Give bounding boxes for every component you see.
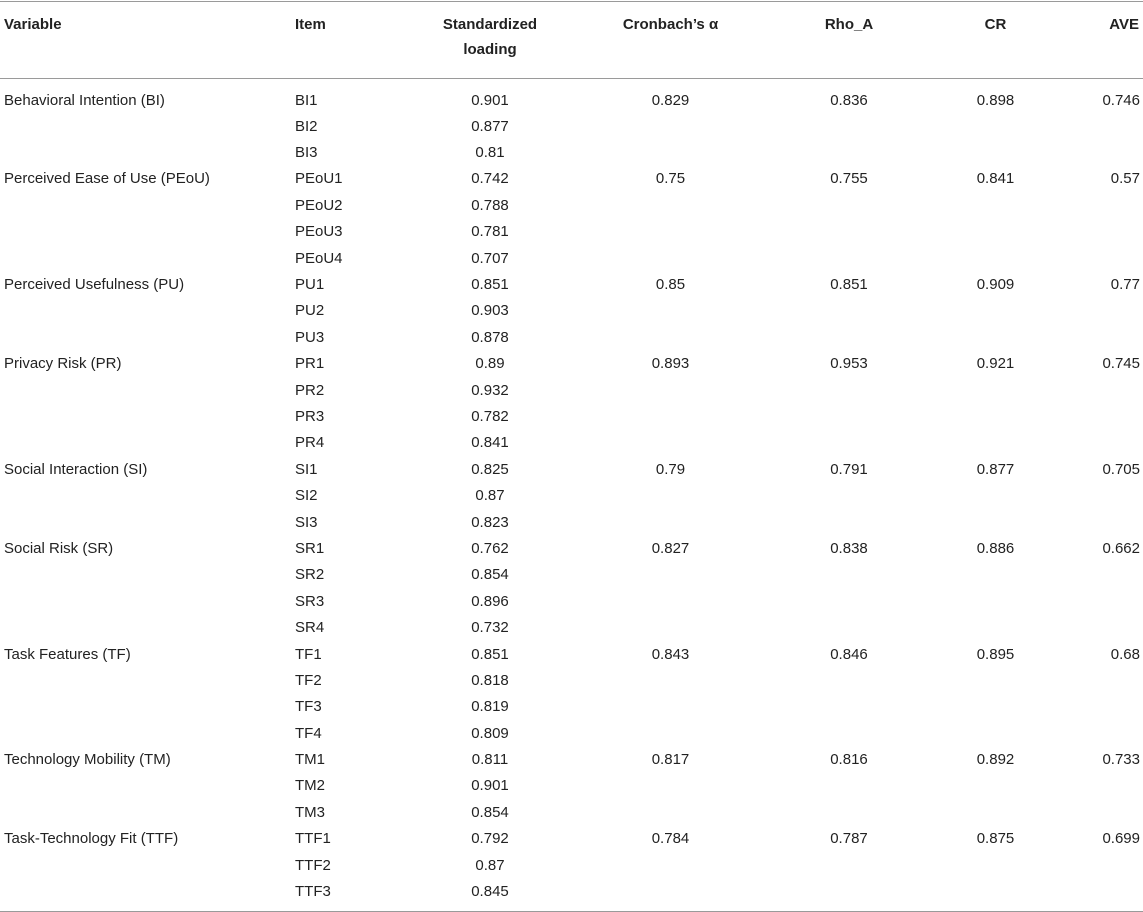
cell-loading: 0.878: [471, 328, 509, 346]
cell-rho-a: [762, 245, 936, 271]
cell-loading: 0.825: [471, 460, 509, 478]
table-row: [0, 403, 1143, 429]
cell-item: TM3: [295, 803, 325, 821]
table-row: [0, 852, 1143, 878]
header-row: [0, 2, 1143, 79]
table-row: [0, 799, 1143, 825]
cell-cr: 0.877: [976, 460, 1015, 478]
cell-rho-a: [762, 219, 936, 245]
cell-item: PU1: [295, 276, 325, 294]
cell-cronbach-alpha: [579, 799, 762, 825]
cell-cr: [936, 430, 1055, 456]
cell-cr: [936, 562, 1055, 588]
cell-cronbach-alpha: [579, 192, 762, 218]
cell-ave: 0.57: [1110, 170, 1140, 188]
cell-cr: [936, 667, 1055, 693]
table-row: [0, 826, 1143, 852]
cell-cr: [936, 694, 1055, 720]
cell-loading: 0.811: [471, 751, 509, 769]
cell-loading: 0.89: [475, 355, 505, 373]
cell-cr: [936, 377, 1055, 403]
cell-variable: [0, 852, 291, 878]
table-body: [0, 79, 1143, 912]
cell-cronbach-alpha: [579, 298, 762, 324]
cell-loading: 0.81: [475, 144, 505, 162]
cell-rho-a: [762, 562, 936, 588]
cell-item: PR4: [295, 434, 325, 452]
cell-variable: Technology Mobility (TM): [4, 751, 171, 769]
cell-variable: Social Risk (SR): [4, 539, 114, 557]
cell-cronbach-alpha: [579, 562, 762, 588]
cell-ave: [1055, 588, 1143, 614]
cell-ave: [1055, 377, 1143, 403]
cell-cr: [936, 113, 1055, 139]
table-row: [0, 878, 1143, 911]
cell-cronbach-alpha: 0.817: [651, 751, 690, 769]
cell-item: PEoU4: [295, 249, 343, 267]
cell-ave: [1055, 219, 1143, 245]
cell-loading: 0.851: [471, 645, 509, 663]
cell-loading: 0.762: [471, 539, 509, 557]
cell-variable: [0, 219, 291, 245]
cell-variable: [0, 588, 291, 614]
cell-rho-a: 0.791: [830, 460, 868, 478]
cell-item: SR2: [295, 566, 325, 584]
cell-item: PEoU3: [295, 223, 343, 241]
cell-loading: 0.781: [471, 223, 509, 241]
table-row: [0, 509, 1143, 535]
cell-loading: 0.823: [471, 513, 509, 531]
cell-ave: [1055, 720, 1143, 746]
cell-ave: [1055, 799, 1143, 825]
cell-loading: 0.782: [471, 407, 509, 425]
header-item: Item: [295, 16, 326, 33]
cell-item: SR3: [295, 592, 325, 610]
cell-variable: [0, 799, 291, 825]
header-cr: CR: [984, 16, 1007, 33]
cell-cr: 0.892: [976, 751, 1015, 769]
cell-ave: 0.699: [1102, 830, 1140, 848]
cell-loading: 0.788: [471, 196, 509, 214]
cell-item: SR1: [295, 539, 325, 557]
cell-cronbach-alpha: [579, 219, 762, 245]
cell-cronbach-alpha: [579, 878, 762, 911]
cell-ave: [1055, 667, 1143, 693]
cell-rho-a: [762, 192, 936, 218]
cell-item: SR4: [295, 619, 325, 637]
cell-cr: [936, 509, 1055, 535]
cell-loading: 0.896: [471, 592, 509, 610]
table-row: [0, 720, 1143, 746]
cell-loading: 0.877: [471, 117, 509, 135]
cell-cr: [936, 878, 1055, 911]
cell-loading: 0.732: [471, 619, 509, 637]
cell-loading: 0.901: [471, 91, 509, 109]
cell-variable: [0, 245, 291, 271]
table-row: [0, 271, 1143, 297]
cell-cronbach-alpha: [579, 139, 762, 165]
cell-item: PU3: [295, 328, 325, 346]
cell-cr: 0.886: [976, 539, 1015, 557]
table-row: [0, 694, 1143, 720]
cell-cronbach-alpha: [579, 667, 762, 693]
cell-variable: [0, 430, 291, 456]
cell-cr: 0.895: [976, 645, 1015, 663]
table-row: [0, 535, 1143, 561]
cell-cr: [936, 799, 1055, 825]
cell-rho-a: 0.846: [830, 645, 868, 663]
cell-cronbach-alpha: [579, 588, 762, 614]
cell-ave: [1055, 614, 1143, 640]
cell-cr: [936, 614, 1055, 640]
cell-ave: [1055, 562, 1143, 588]
cell-cronbach-alpha: [579, 430, 762, 456]
cell-item: TF4: [295, 724, 322, 742]
cell-loading: 0.901: [471, 777, 509, 795]
header-rho-a: Rho_A: [824, 16, 874, 33]
table-row: [0, 377, 1143, 403]
cell-item: SI1: [295, 460, 318, 478]
header-cronbach-alpha: Cronbach’s α: [622, 16, 719, 33]
cell-ave: [1055, 852, 1143, 878]
cell-cr: 0.875: [976, 830, 1015, 848]
cell-variable: [0, 192, 291, 218]
table-row: [0, 298, 1143, 324]
cell-item: BI3: [295, 144, 318, 162]
cell-rho-a: [762, 298, 936, 324]
cell-cr: [936, 588, 1055, 614]
cell-variable: [0, 139, 291, 165]
cell-ave: 0.746: [1102, 91, 1140, 109]
cell-cronbach-alpha: [579, 720, 762, 746]
table-row: [0, 746, 1143, 772]
header-standardized-loading: [401, 2, 579, 79]
cell-variable: [0, 324, 291, 350]
cell-ave: [1055, 694, 1143, 720]
cell-loading: 0.845: [471, 883, 509, 901]
cell-rho-a: [762, 614, 936, 640]
cell-rho-a: [762, 113, 936, 139]
cell-cronbach-alpha: [579, 113, 762, 139]
cell-rho-a: [762, 773, 936, 799]
cell-variable: [0, 113, 291, 139]
cell-rho-a: 0.851: [830, 276, 868, 294]
cell-item: PEoU2: [295, 196, 343, 214]
cell-item: TTF1: [295, 830, 331, 848]
cell-item: SI3: [295, 513, 318, 531]
cell-cronbach-alpha: [579, 245, 762, 271]
cell-ave: [1055, 192, 1143, 218]
cell-item: TF1: [295, 645, 322, 663]
cell-ave: [1055, 324, 1143, 350]
header-variable: Variable: [4, 16, 62, 33]
cell-variable: [0, 667, 291, 693]
cell-item: PR3: [295, 407, 325, 425]
cell-cronbach-alpha: 0.827: [651, 539, 690, 557]
cell-cronbach-alpha: 0.843: [651, 645, 690, 663]
cell-rho-a: 0.953: [830, 355, 868, 373]
cell-variable: [0, 298, 291, 324]
cell-cr: [936, 482, 1055, 508]
cell-cr: [936, 245, 1055, 271]
table-row: [0, 456, 1143, 482]
cell-rho-a: 0.816: [830, 751, 868, 769]
cell-item: PEoU1: [295, 170, 343, 188]
cell-cr: [936, 192, 1055, 218]
cell-ave: [1055, 773, 1143, 799]
cell-item: TM1: [295, 751, 325, 769]
cell-ave: [1055, 245, 1143, 271]
cell-ave: [1055, 430, 1143, 456]
table-row: [0, 139, 1143, 165]
cell-rho-a: [762, 852, 936, 878]
cell-rho-a: [762, 403, 936, 429]
table-row: [0, 430, 1143, 456]
cell-variable: Perceived Ease of Use (PEoU): [4, 170, 210, 188]
cell-loading: 0.87: [475, 487, 505, 505]
cell-item: PR2: [295, 381, 325, 399]
table-row: [0, 245, 1143, 271]
cell-loading: 0.903: [471, 302, 509, 320]
cell-loading: 0.818: [471, 671, 509, 689]
table-row: [0, 667, 1143, 693]
cell-rho-a: [762, 588, 936, 614]
cell-rho-a: [762, 509, 936, 535]
cell-variable: Task Features (TF): [4, 645, 131, 663]
cell-cr: [936, 298, 1055, 324]
cell-variable: Behavioral Intention (BI): [4, 91, 165, 109]
cell-rho-a: [762, 799, 936, 825]
table-row: [0, 588, 1143, 614]
cell-ave: 0.662: [1102, 539, 1140, 557]
cell-loading: 0.851: [471, 276, 509, 294]
cell-cr: 0.841: [976, 170, 1015, 188]
table-row: [0, 219, 1143, 245]
cell-rho-a: [762, 377, 936, 403]
cell-cr: 0.898: [976, 91, 1015, 109]
cell-variable: [0, 377, 291, 403]
cell-variable: [0, 878, 291, 911]
cell-rho-a: [762, 482, 936, 508]
cell-cronbach-alpha: [579, 509, 762, 535]
cell-loading: 0.87: [475, 856, 505, 874]
cell-loading: 0.819: [471, 698, 509, 716]
cell-item: TTF2: [295, 856, 331, 874]
table-row: [0, 324, 1143, 350]
cell-cronbach-alpha: 0.784: [651, 830, 690, 848]
cell-variable: [0, 509, 291, 535]
cell-rho-a: 0.836: [830, 91, 868, 109]
cell-cronbach-alpha: [579, 852, 762, 878]
cell-ave: [1055, 878, 1143, 911]
cell-rho-a: 0.838: [830, 539, 868, 557]
cell-variable: Perceived Usefulness (PU): [4, 276, 185, 294]
table-row: [0, 482, 1143, 508]
cell-cronbach-alpha: 0.829: [651, 91, 690, 109]
cell-cronbach-alpha: 0.893: [651, 355, 690, 373]
cell-ave: [1055, 139, 1143, 165]
cell-cronbach-alpha: [579, 377, 762, 403]
cell-cronbach-alpha: [579, 403, 762, 429]
cell-item: BI2: [295, 117, 318, 135]
cell-loading: 0.841: [471, 434, 509, 452]
cell-variable: [0, 562, 291, 588]
cell-cronbach-alpha: 0.75: [655, 170, 686, 188]
cell-cr: 0.921: [976, 355, 1015, 373]
cell-cronbach-alpha: [579, 614, 762, 640]
cell-cronbach-alpha: 0.79: [655, 460, 686, 478]
cell-ave: [1055, 298, 1143, 324]
cell-ave: [1055, 482, 1143, 508]
cell-cr: [936, 219, 1055, 245]
cell-loading: 0.854: [471, 566, 509, 584]
cell-cr: [936, 720, 1055, 746]
cell-loading: 0.707: [471, 249, 509, 267]
cell-item: PU2: [295, 302, 325, 320]
header-loading-line2: loading: [463, 41, 517, 58]
table-row: [0, 773, 1143, 799]
cell-rho-a: [762, 324, 936, 350]
cell-cr: [936, 324, 1055, 350]
cell-rho-a: [762, 878, 936, 911]
table-row: [0, 641, 1143, 667]
table-row: [0, 166, 1143, 192]
table-row: [0, 351, 1143, 377]
cell-ave: 0.733: [1102, 751, 1140, 769]
cell-item: PR1: [295, 355, 325, 373]
cell-variable: [0, 694, 291, 720]
cell-item: TM2: [295, 777, 325, 795]
cell-cr: [936, 139, 1055, 165]
cell-cronbach-alpha: [579, 324, 762, 350]
table-row: [0, 192, 1143, 218]
cell-variable: [0, 773, 291, 799]
cell-ave: [1055, 509, 1143, 535]
cell-item: TF3: [295, 698, 322, 716]
cell-rho-a: [762, 430, 936, 456]
cell-item: SI2: [295, 487, 318, 505]
table-row: [0, 113, 1143, 139]
cell-variable: [0, 614, 291, 640]
cell-cronbach-alpha: [579, 694, 762, 720]
cell-cr: [936, 403, 1055, 429]
table-row: [0, 562, 1143, 588]
cell-ave: 0.68: [1110, 645, 1140, 663]
header-ave: AVE: [1109, 16, 1139, 33]
cell-loading: 0.742: [471, 170, 509, 188]
cell-rho-a: 0.755: [830, 170, 868, 188]
header-loading-line1: Standardized: [442, 16, 538, 33]
cell-cronbach-alpha: [579, 482, 762, 508]
cell-cr: 0.909: [976, 276, 1015, 294]
cell-variable: [0, 403, 291, 429]
cell-variable: Privacy Risk (PR): [4, 355, 122, 373]
cell-ave: [1055, 113, 1143, 139]
cell-variable: Task-Technology Fit (TTF): [4, 830, 179, 848]
cell-loading: 0.932: [471, 381, 509, 399]
cell-rho-a: 0.787: [830, 830, 868, 848]
cell-item: BI1: [295, 91, 318, 109]
cell-item: TTF3: [295, 883, 331, 901]
table-row: [0, 614, 1143, 640]
cell-rho-a: [762, 720, 936, 746]
cell-loading: 0.854: [471, 803, 509, 821]
cell-ave: 0.705: [1102, 460, 1140, 478]
cell-loading: 0.792: [471, 830, 509, 848]
measurement-model-table: [0, 1, 1143, 912]
cell-variable: [0, 482, 291, 508]
cell-ave: [1055, 403, 1143, 429]
cell-variable: [0, 720, 291, 746]
cell-ave: 0.745: [1102, 355, 1140, 373]
table-row: [0, 79, 1143, 114]
cell-cr: [936, 773, 1055, 799]
cell-cronbach-alpha: [579, 773, 762, 799]
cell-loading: 0.809: [471, 724, 509, 742]
table-header: [0, 2, 1143, 79]
cell-cr: [936, 852, 1055, 878]
cell-item: TF2: [295, 671, 322, 689]
cell-rho-a: [762, 139, 936, 165]
cell-rho-a: [762, 694, 936, 720]
cell-ave: 0.77: [1110, 276, 1140, 294]
cell-rho-a: [762, 667, 936, 693]
cell-cronbach-alpha: 0.85: [655, 276, 686, 294]
cell-variable: Social Interaction (SI): [4, 460, 148, 478]
